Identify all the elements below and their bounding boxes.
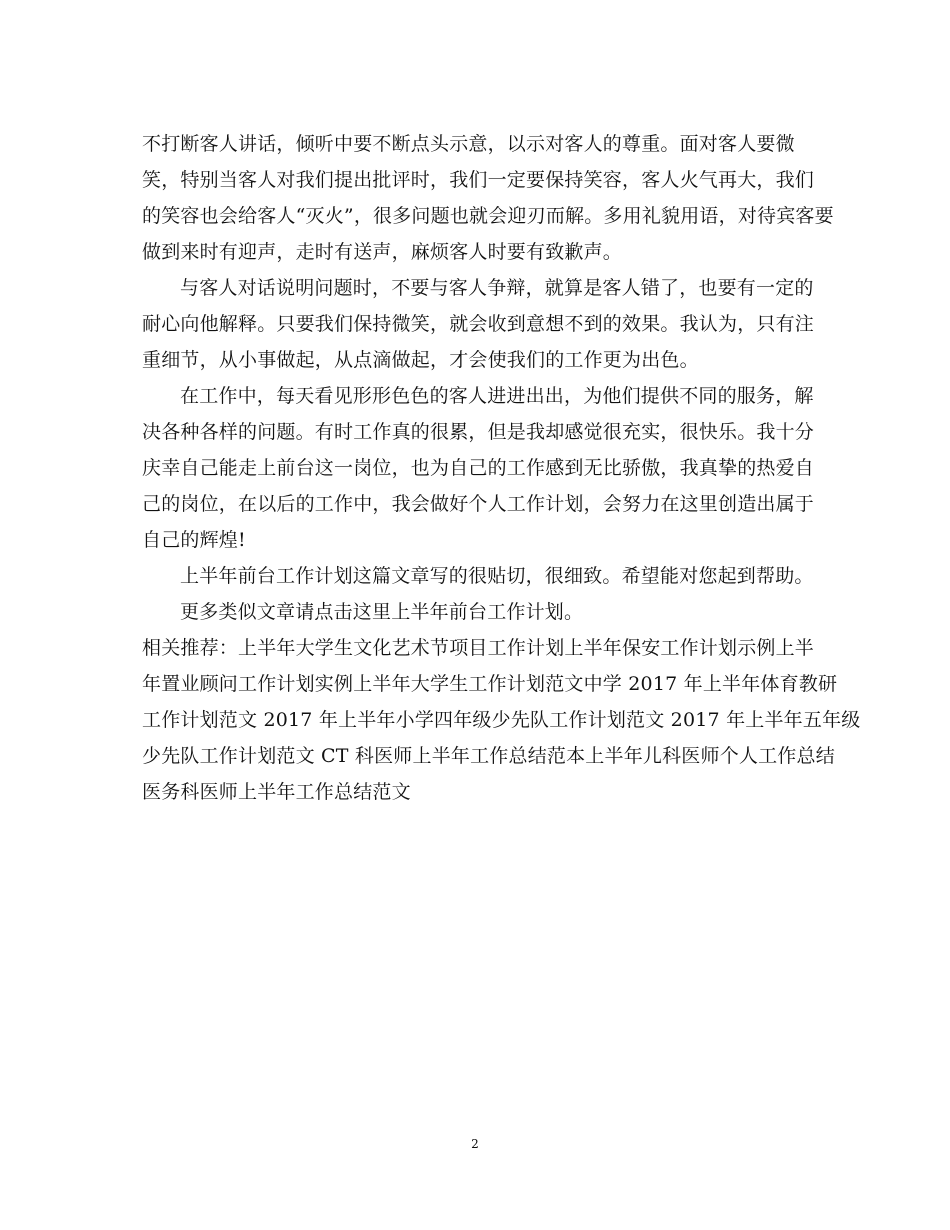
- related-line: 医务科医师上半年工作总结范文: [142, 781, 411, 803]
- text-line: 做到来时有迎声，走时有送声，麻烦客人时要有致歉声。: [142, 241, 623, 263]
- text-line: 庆幸自己能走上前台这一岗位，也为自己的工作感到无比骄傲，我真挚的热爱自: [142, 457, 815, 479]
- text-line: 与客人对话说明问题时，不要与客人争辩，就算是客人错了，也要有一定的: [180, 277, 814, 299]
- related-line: 相关推荐：上半年大学生文化艺术节项目工作计划上半年保安工作计划示例上半: [142, 637, 815, 659]
- related-line: 工作计划范文 2017 年上半年小学四年级少先队工作计划范文 2017 年上半年五年级: [142, 709, 861, 731]
- text-line: 在工作中，每天看见形形色色的客人进进出出，为他们提供不同的服务，解: [180, 385, 814, 407]
- page-number: 2: [471, 1137, 479, 1151]
- text-line: 重细节，从小事做起，从点滴做起，才会使我们的工作更为出色。: [142, 349, 699, 371]
- paragraph-more-articles: [142, 594, 812, 630]
- paragraph-customer-respect: [142, 126, 834, 270]
- text-line: 更多类似文章请点击这里上半年前台工作计划。: [180, 601, 584, 623]
- paragraph-no-argue: [142, 270, 815, 378]
- text-line: 上半年前台工作计划这篇文章写的很贴切，很细致。希望能对您起到帮助。: [180, 565, 814, 587]
- text-line: 自己的辉煌!: [142, 529, 246, 551]
- related-line: 年置业顾问工作计划实例上半年大学生工作计划范文中学 2017 年上半年体育教研: [142, 673, 838, 695]
- related-line: 少先队工作计划范文 CT 科医师上半年工作总结范本上半年儿科医师个人工作总结: [142, 745, 835, 767]
- text-line: 的笑容也会给客人“灭火”，很多问题也就会迎刃而解。多用礼貌用语，对待宾客要: [142, 205, 834, 227]
- paragraph-article-comment: [142, 558, 812, 594]
- paragraph-work-reflection: [142, 378, 815, 558]
- document-body: [142, 126, 861, 810]
- text-line: 决各种各样的问题。有时工作真的很累，但是我却感觉很充实，很快乐。我十分: [142, 421, 815, 443]
- related-recommendations: [142, 630, 861, 810]
- text-line: 笑，特别当客人对我们提出批评时，我们一定要保持笑容，客人火气再大，我们: [142, 169, 815, 191]
- text-line: 己的岗位，在以后的工作中，我会做好个人工作计划，会努力在这里创造出属于: [142, 493, 815, 515]
- text-line: 耐心向他解释。只要我们保持微笑，就会收到意想不到的效果。我认为，只有注: [142, 313, 815, 335]
- text-line: 不打断客人讲话，倾听中要不断点头示意，以示对客人的尊重。面对客人要微: [142, 133, 795, 155]
